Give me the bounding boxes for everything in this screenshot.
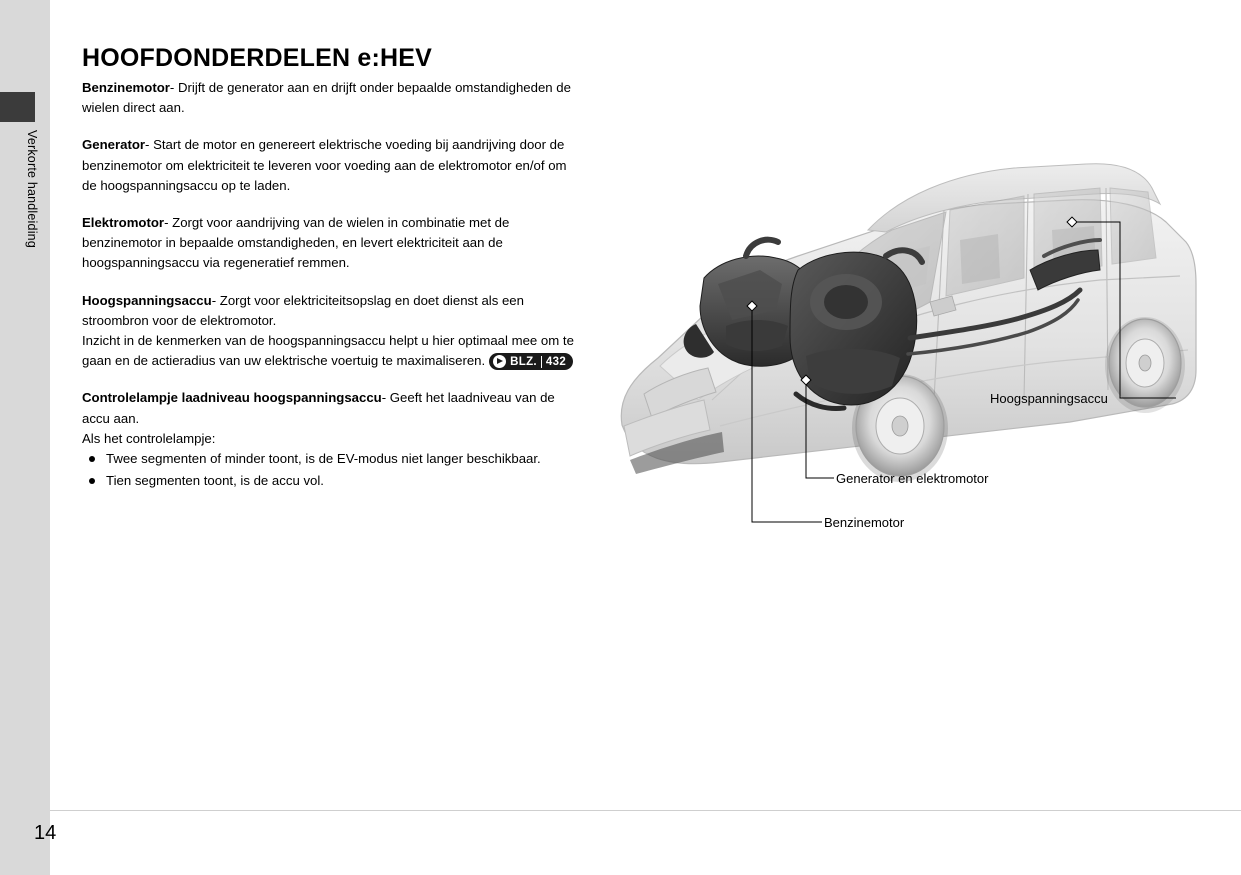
ref-badge-page: 432 bbox=[545, 355, 567, 368]
paragraph-controlelampje-extra bbox=[82, 429, 582, 449]
side-tab-label: Verkorte handleiding bbox=[25, 130, 39, 248]
paragraph-hoogspanningsaccu bbox=[82, 291, 582, 331]
term-benzinemotor: Benzinemotor bbox=[82, 80, 170, 95]
list-item: Twee segmenten of minder toont, is de EV-modus niet langer beschikbaar. bbox=[82, 449, 582, 469]
callout-label-benzinemotor: Benzinemotor bbox=[824, 515, 905, 530]
list-item: Tien segmenten toont, is de accu vol. bbox=[82, 471, 582, 491]
paragraph-controlelampje bbox=[82, 388, 582, 428]
page-title: HOOFDONDERDELEN e:HEV bbox=[82, 44, 433, 72]
ref-badge-separator bbox=[541, 356, 542, 368]
arrow-right-icon bbox=[493, 355, 506, 368]
section-tab-marker bbox=[0, 92, 35, 122]
paragraph-elektromotor bbox=[82, 213, 582, 274]
paragraph-benzinemotor bbox=[82, 78, 582, 118]
callout-label-generator-elektromotor: Generator en elektromotor bbox=[836, 471, 989, 486]
text-controlelampje-extra: Als het controlelampje: bbox=[82, 430, 216, 446]
text-hoogspanningsaccu-extra: Inzicht in de kenmerken van de hoogspanningsaccu helpt u hier optimaal mee om te gaan en de actieradius van uw elektrische voertuig te maximaliseren. bbox=[82, 333, 574, 369]
text-controlelampje: - Geeft het laadniveau van de accu aan. bbox=[82, 390, 555, 426]
text-elektromotor: - Zorgt voor aandrijving van de wielen in combinatie met de benzinemotor in bepaalde omstandigheden, en levert elektriciteit aan de hoogspanningsaccu via regeneratief remmen. bbox=[82, 215, 510, 271]
ref-badge-prefix: BLZ. bbox=[510, 355, 537, 368]
term-controlelampje: Controlelampje laadniveau hoogspanningsaccu bbox=[82, 390, 382, 406]
term-elektromotor: Elektromotor bbox=[82, 215, 165, 231]
vehicle-cutaway-illustration bbox=[600, 70, 1220, 570]
footer-divider bbox=[50, 810, 1241, 811]
text-hoogspanningsaccu: - Zorgt voor elektriciteitsopslag en doet dienst als een stroombron voor de elektromotor. bbox=[82, 292, 524, 328]
text-generator: - Start de motor en genereert elektrische voeding bij aandrijving door de benzinemotor om elektriciteit te leveren voor voeding aan de elektromotor en/of om de hoogspanningsaccu op te laden. bbox=[82, 137, 567, 193]
page-number: 14 bbox=[34, 822, 57, 844]
body-text-column bbox=[82, 78, 582, 493]
page-reference-badge[interactable] bbox=[489, 353, 573, 370]
term-generator: Generator bbox=[82, 137, 146, 153]
bullet-list bbox=[82, 449, 582, 491]
term-hoogspanningsaccu: Hoogspanningsaccu bbox=[82, 292, 212, 308]
callout-label-hoogspanningsaccu: Hoogspanningsaccu bbox=[990, 391, 1108, 406]
paragraph-hoogspanningsaccu-extra bbox=[82, 331, 582, 371]
vehicle-diagram-svg bbox=[600, 70, 1220, 570]
text-benzinemotor: - Drijft de generator aan en drijft onder bepaalde omstandigheden de wielen direct aan. bbox=[82, 80, 571, 116]
paragraph-generator bbox=[82, 135, 582, 196]
